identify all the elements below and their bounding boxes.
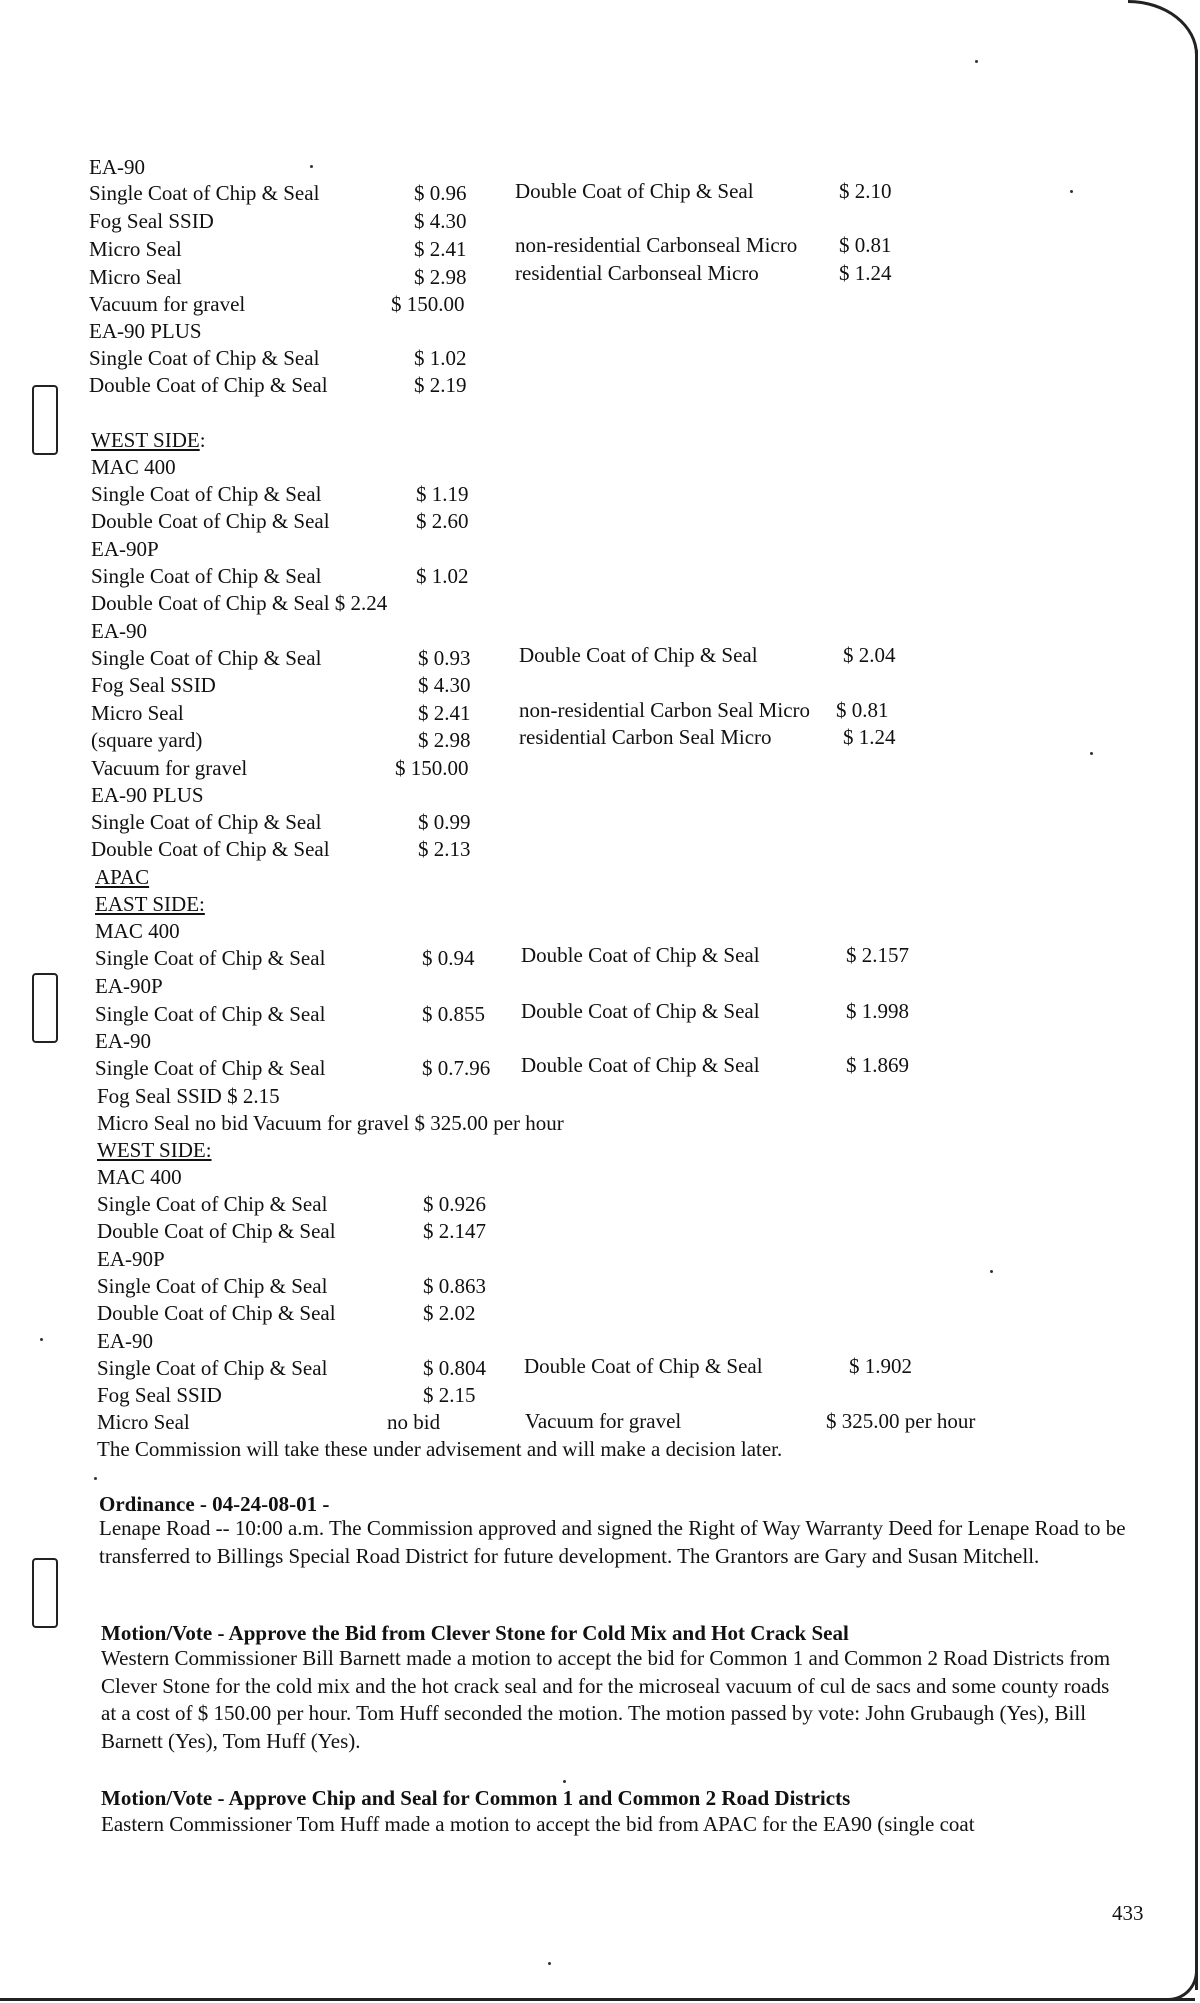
- item-price: $ 325.00 per hour: [826, 1409, 976, 1433]
- item-label: non-residential Carbonseal Micro: [515, 233, 798, 257]
- page-border-bottom: [0, 1998, 1195, 2001]
- item-label: Single Coat of Chip & Seal: [95, 946, 326, 970]
- item-label: Single Coat of Chip & Seal: [91, 810, 322, 834]
- product-heading: EA-90 PLUS: [91, 783, 204, 807]
- item-price: $ 2.15: [423, 1383, 476, 1407]
- scan-speck: [990, 1270, 993, 1273]
- item-price: $ 0.926: [423, 1192, 486, 1216]
- item-price: $ 0.94: [422, 946, 475, 970]
- item-label: Vacuum for gravel: [91, 756, 248, 780]
- item-label: Single Coat of Chip & Seal: [91, 482, 322, 506]
- item-label: Micro Seal: [89, 265, 182, 289]
- item-price: $ 1.24: [843, 725, 896, 749]
- item-price: $ 2.19: [414, 373, 467, 397]
- closing-statement: The Commission will take these under advisement and will make a decision later.: [97, 1437, 783, 1461]
- item-label: Fog Seal SSID: [91, 673, 216, 697]
- west-side-heading: [91, 427, 206, 453]
- item-price: $ 1.902: [849, 1354, 912, 1378]
- item-price: $ 2.13: [418, 837, 471, 861]
- item-price: $ 0.99: [418, 810, 471, 834]
- motion-heading: Motion/Vote - Approve the Bid from Clever Stone for Cold Mix and Hot Crack Seal: [101, 1621, 849, 1645]
- item-price: $ 0.855: [422, 1002, 485, 1026]
- scan-speck: [1090, 752, 1093, 755]
- item-price: $ 1.02: [416, 564, 469, 588]
- binder-hole-1: [32, 385, 58, 455]
- item-price: $ 2.41: [414, 237, 467, 261]
- item-label: Single Coat of Chip & Seal: [97, 1356, 328, 1380]
- item-price: $ 2.10: [839, 179, 892, 203]
- product-heading: EA-90P: [91, 537, 159, 561]
- item-label: Double Coat of Chip & Seal: [515, 179, 754, 203]
- scan-speck: [563, 1780, 566, 1783]
- item-price: $ 2.98: [418, 728, 471, 752]
- item-price: $ 2.157: [846, 943, 909, 967]
- item-label: Fog Seal SSID: [89, 209, 214, 233]
- item-line: Fog Seal SSID $ 2.15: [97, 1084, 280, 1108]
- item-price: $ 4.30: [418, 673, 471, 697]
- item-price: $ 1.998: [846, 999, 909, 1023]
- item-label: Single Coat of Chip & Seal: [91, 564, 322, 588]
- west-side-heading-text: WEST SIDE: [91, 428, 200, 452]
- item-price: $ 2.02: [423, 1301, 476, 1325]
- motion-body: Western Commissioner Bill Barnett made a motion to accept the bid for Common 1 and Common 2 Road Districts from Clever Stone for the cold mix and the hot crack seal and for the microseal vacuum of cul de sacs and some county roads at a cost of $ 150.00 per hour. Tom Huff seconded the motion. The motion passed by vote: John Grubaugh (Yes), Bill Barnett (Yes), Tom Huff (Yes).: [101, 1646, 1111, 1753]
- scan-speck: [94, 1477, 97, 1480]
- product-heading: MAC 400: [91, 455, 176, 479]
- scan-speck: [310, 165, 313, 168]
- item-label: Single Coat of Chip & Seal: [89, 181, 320, 205]
- binder-hole-2: [32, 973, 58, 1043]
- item-label: Single Coat of Chip & Seal: [97, 1274, 328, 1298]
- section-heading: EA-90: [89, 155, 145, 179]
- item-line: Micro Seal no bid Vacuum for gravel $ 325.00 per hour: [97, 1111, 564, 1135]
- product-heading: EA-90P: [97, 1247, 165, 1271]
- item-price: $ 4.30: [414, 209, 467, 233]
- ordinance-body: Lenape Road -- 10:00 a.m. The Commission approved and signed the Right of Way Warranty Deed for Lenape Road to be transferred to Billings Special Road District for future development. The Grantors are Gary and Susan Mitchell.: [99, 1516, 1126, 1568]
- item-price: $ 2.04: [843, 643, 896, 667]
- item-value: no bid: [387, 1410, 441, 1434]
- item-price: $ 0.804: [423, 1356, 486, 1380]
- product-heading: EA-90: [97, 1329, 153, 1353]
- product-heading: EA-90P: [95, 974, 163, 998]
- item-label: Double Coat of Chip & Seal: [97, 1219, 336, 1243]
- product-heading: MAC 400: [95, 919, 180, 943]
- ordinance-heading: Ordinance - 04-24-08-01 -: [99, 1492, 330, 1516]
- item-label: Vacuum for gravel: [89, 292, 246, 316]
- page-corner-curl: [1128, 0, 1198, 55]
- item-label: Single Coat of Chip & Seal: [95, 1002, 326, 1026]
- item-price: $ 2.41: [418, 701, 471, 725]
- item-price: $ 150.00: [391, 292, 465, 316]
- item-label: Double Coat of Chip & Seal: [91, 509, 330, 533]
- item-price: $ 0.7.96: [422, 1056, 491, 1080]
- item-label: Vacuum for gravel: [525, 1409, 682, 1433]
- west-side-heading: WEST SIDE:: [97, 1138, 212, 1162]
- item-label: Double Coat of Chip & Seal: [524, 1354, 763, 1378]
- scan-speck: [548, 1962, 551, 1965]
- vendor-heading: APAC: [95, 865, 150, 889]
- item-price: $ 0.93: [418, 646, 471, 670]
- item-price: $ 1.02: [414, 346, 467, 370]
- item-price: $ 0.96: [414, 181, 467, 205]
- binder-hole-3: [32, 1558, 58, 1628]
- product-heading: EA-90: [91, 619, 147, 643]
- item-label: Single Coat of Chip & Seal: [97, 1192, 328, 1216]
- item-label: Single Coat of Chip & Seal: [95, 1056, 326, 1080]
- item-price: $ 150.00: [395, 756, 469, 780]
- item-label: Double Coat of Chip & Seal: [519, 643, 758, 667]
- item-label: Double Coat of Chip & Seal: [89, 373, 328, 397]
- item-line: Double Coat of Chip & Seal $ 2.24: [91, 591, 388, 615]
- scan-speck: [1070, 190, 1073, 193]
- item-label: residential Carbonseal Micro: [515, 261, 759, 285]
- east-side-heading: EAST SIDE:: [95, 892, 205, 916]
- item-label: (square yard): [91, 728, 203, 752]
- motion-heading: Motion/Vote - Approve Chip and Seal for Common 1 and Common 2 Road Districts: [101, 1786, 851, 1810]
- scan-speck: [975, 60, 978, 63]
- item-label: residential Carbon Seal Micro: [519, 725, 772, 749]
- page-border-right: [1195, 50, 1198, 1990]
- item-price: $ 1.869: [846, 1053, 909, 1077]
- item-price: $ 1.19: [416, 482, 469, 506]
- item-label: Micro Seal: [97, 1410, 190, 1434]
- page-number: 433: [1112, 1901, 1144, 1925]
- item-label: Micro Seal: [91, 701, 184, 725]
- item-price: $ 2.60: [416, 509, 469, 533]
- item-price: $ 1.24: [839, 261, 892, 285]
- scan-speck: [40, 1338, 43, 1341]
- item-label: Fog Seal SSID: [97, 1383, 222, 1407]
- item-price: $ 0.81: [836, 698, 889, 722]
- item-price: $ 0.81: [839, 233, 892, 257]
- item-label: Micro Seal: [89, 237, 182, 261]
- item-label: non-residential Carbon Seal Micro: [519, 698, 811, 722]
- item-label: Single Coat of Chip & Seal: [89, 346, 320, 370]
- product-heading: MAC 400: [97, 1165, 182, 1189]
- section-heading: EA-90 PLUS: [89, 319, 202, 343]
- item-label: Single Coat of Chip & Seal: [91, 646, 322, 670]
- west-side-heading-colon: :: [199, 428, 206, 452]
- motion-body: Eastern Commissioner Tom Huff made a motion to accept the bid from APAC for the EA90 (single coat: [101, 1812, 975, 1836]
- item-label: Double Coat of Chip & Seal: [97, 1301, 336, 1325]
- item-price: $ 2.98: [414, 265, 467, 289]
- product-heading: EA-90: [95, 1029, 151, 1053]
- item-label: Double Coat of Chip & Seal: [521, 1053, 760, 1077]
- page-corner-bottom: [1168, 1971, 1198, 2001]
- item-label: Double Coat of Chip & Seal: [91, 837, 330, 861]
- item-label: Double Coat of Chip & Seal: [521, 943, 760, 967]
- item-label: Double Coat of Chip & Seal: [521, 999, 760, 1023]
- item-price: $ 2.147: [423, 1219, 486, 1243]
- item-price: $ 0.863: [423, 1274, 486, 1298]
